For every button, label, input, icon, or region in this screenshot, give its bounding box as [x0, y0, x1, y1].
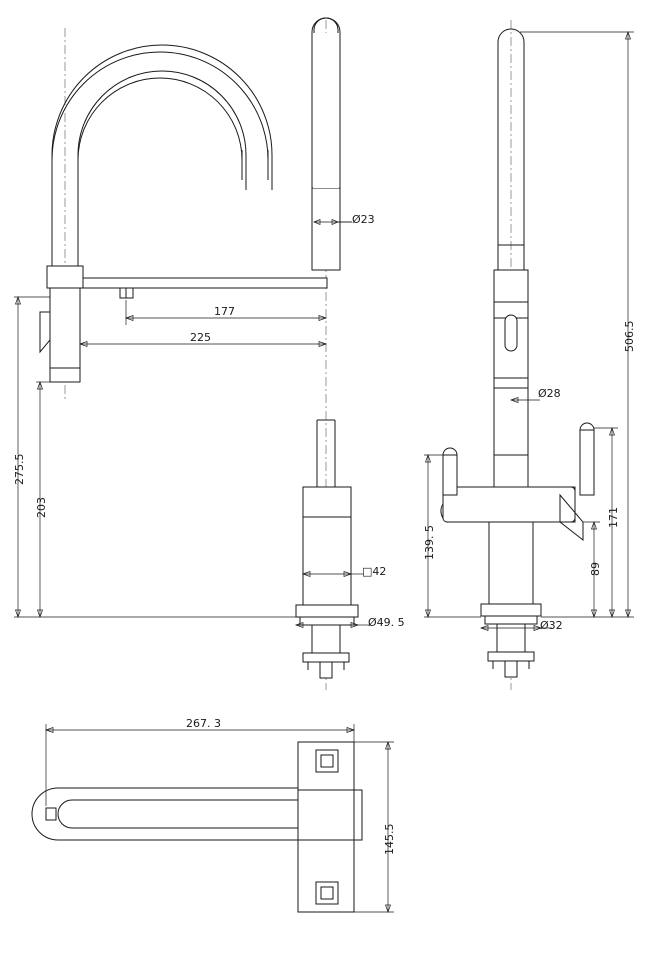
- dim-label-139-5: 139. 5: [423, 525, 436, 560]
- dim-label-275-5: 275.5: [13, 453, 26, 485]
- dim-label-225: 225: [190, 331, 211, 344]
- dim-label-267-3: 267. 3: [186, 717, 221, 730]
- dim-label-145-5: 145.5: [383, 823, 396, 855]
- dim-label-171: 171: [607, 507, 620, 528]
- dim-label-42: □42: [362, 565, 387, 578]
- dim-label-49-5: Ø49. 5: [368, 616, 405, 629]
- dim-label-32: Ø32: [540, 619, 563, 632]
- dim-label-89: 89: [589, 562, 602, 576]
- dim-label-177: 177: [214, 305, 235, 318]
- dim-label-203: 203: [35, 497, 48, 518]
- dim-label-23: Ø23: [352, 213, 375, 226]
- dim-label-28: Ø28: [538, 387, 561, 400]
- dim-label-506-5: 506.5: [623, 320, 636, 352]
